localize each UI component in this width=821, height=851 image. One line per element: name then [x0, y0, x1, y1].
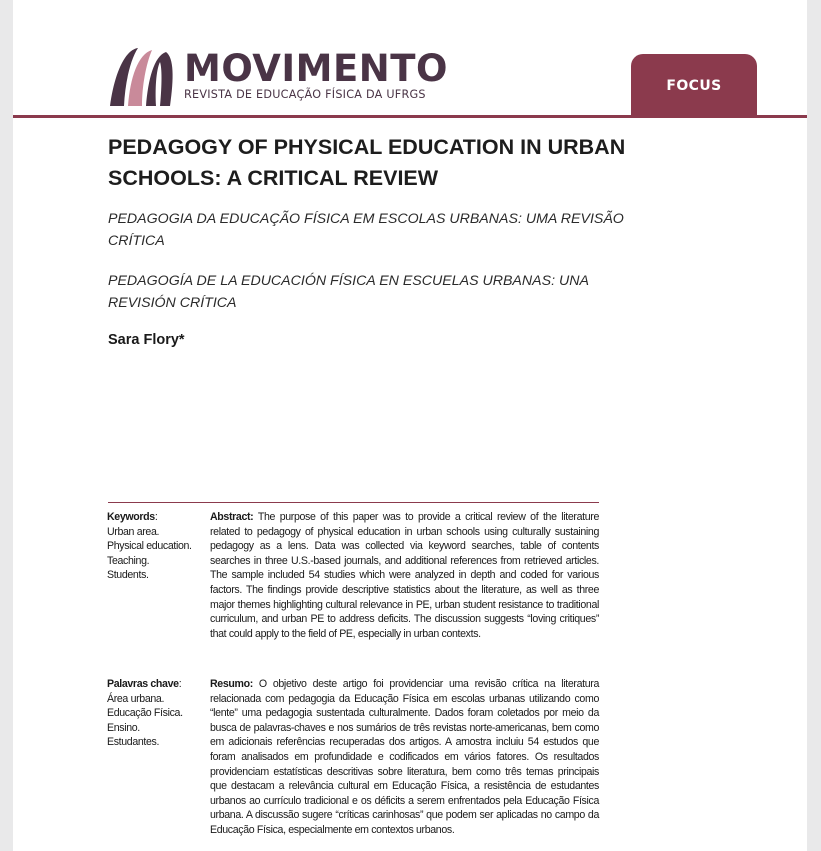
- keywords-english: Keywords: Urban area. Physical education. Teaching. Students.: [107, 510, 201, 583]
- keyword-item: Physical education.: [107, 540, 192, 553]
- movimento-logo-icon: [108, 46, 178, 108]
- abstract-english: [210, 510, 599, 641]
- resumo-label: Resumo:: [210, 678, 253, 690]
- article-page: [13, 0, 807, 851]
- header-divider: [13, 115, 807, 118]
- palavras-chave-label: Palavras chave: [107, 678, 179, 690]
- keyword-item: Área urbana.: [107, 692, 165, 705]
- abstract-divider: [108, 502, 599, 503]
- article-author: Sara Flory*: [108, 332, 185, 348]
- keywords-label: Keywords: [107, 511, 155, 523]
- abstract-label: Abstract:: [210, 511, 254, 523]
- keyword-item: Teaching.: [107, 554, 150, 567]
- keywords-portuguese: Palavras chave: Área urbana. Educação Física. Ensino. Estudantes.: [107, 677, 201, 750]
- keyword-item: Estudantes.: [107, 736, 160, 749]
- abstract-text: The purpose of this paper was to provide a critical review of the literature related to pedagogy of physical education in urban schools using culturally sustaining pedagogy as a lens. Data was collected via keyword searches, table of contents searches in three U.S.-based journals, and additional references from retrieved articles. The sample included 54 studies which were analyzed in depth and coded for various factors. The findings provide descriptive statistics about the literature, as well as three major themes highlighting cultural relevance in PE, urban student resistance to traditional curriculum, and urban PE to address deficits. The discussion suggests “loving critiques” that could apply to the field of PE, especially in urban contexts.: [210, 511, 599, 640]
- section-tab: [631, 54, 757, 118]
- article-title: PEDAGOGY OF PHYSICAL EDUCATION IN URBAN SCHOOLS: A CRITICAL REVIEW: [108, 135, 626, 190]
- abstract-portuguese: [210, 677, 599, 838]
- keyword-item: Urban area.: [107, 525, 160, 538]
- resumo-text: O objetivo deste artigo foi providenciar uma revisão crítica na literatura relacionada com pedagogia da Educação Física em escolas urbanas utilizando como “lente” uma pedagogia sustentada culturalmente. Dados foram coletados por meio da busca de palavras-chaves e nos sumários de três revistas norte-americanas, bem como em adicionais referências recuperadas dos artigos. A amostra incluiu 54 estudos que foram analisados em profundidade e codificados em vários fatores. Os resultados providenciam estatísticas descritivas sobre literatura, bem como três temas principais que destacam a relevância cultural em Educação Física, a resistência de estudantes urbanos ao currículo tradicional e os déficits a serem enfrentados pela Educação Física urbana. A discussão sugere “críticas carinhosas” que podem ser aplicadas no campo da Educação Física, especialmente em contextos urbanos.: [210, 678, 599, 836]
- article-title-spanish: PEDAGOGÍA DE LA EDUCACIÓN FÍSICA EN ESCUELAS URBANAS: UNA REVISIÓN CRÍTICA: [108, 273, 589, 311]
- keyword-item: Ensino.: [107, 721, 140, 734]
- section-label: FOCUS: [666, 78, 722, 94]
- keyword-item: Students.: [107, 569, 149, 582]
- article-title-portuguese: PEDAGOGIA DA EDUCAÇÃO FÍSICA EM ESCOLAS URBANAS: UMA REVISÃO CRÍTICA: [108, 211, 624, 249]
- journal-subtitle: REVISTA DE EDUCAÇÃO FÍSICA DA UFRGS: [184, 88, 426, 101]
- keyword-item: Educação Física.: [107, 707, 183, 720]
- journal-name: MOVIMENTO: [184, 47, 448, 90]
- journal-brand: [184, 49, 448, 101]
